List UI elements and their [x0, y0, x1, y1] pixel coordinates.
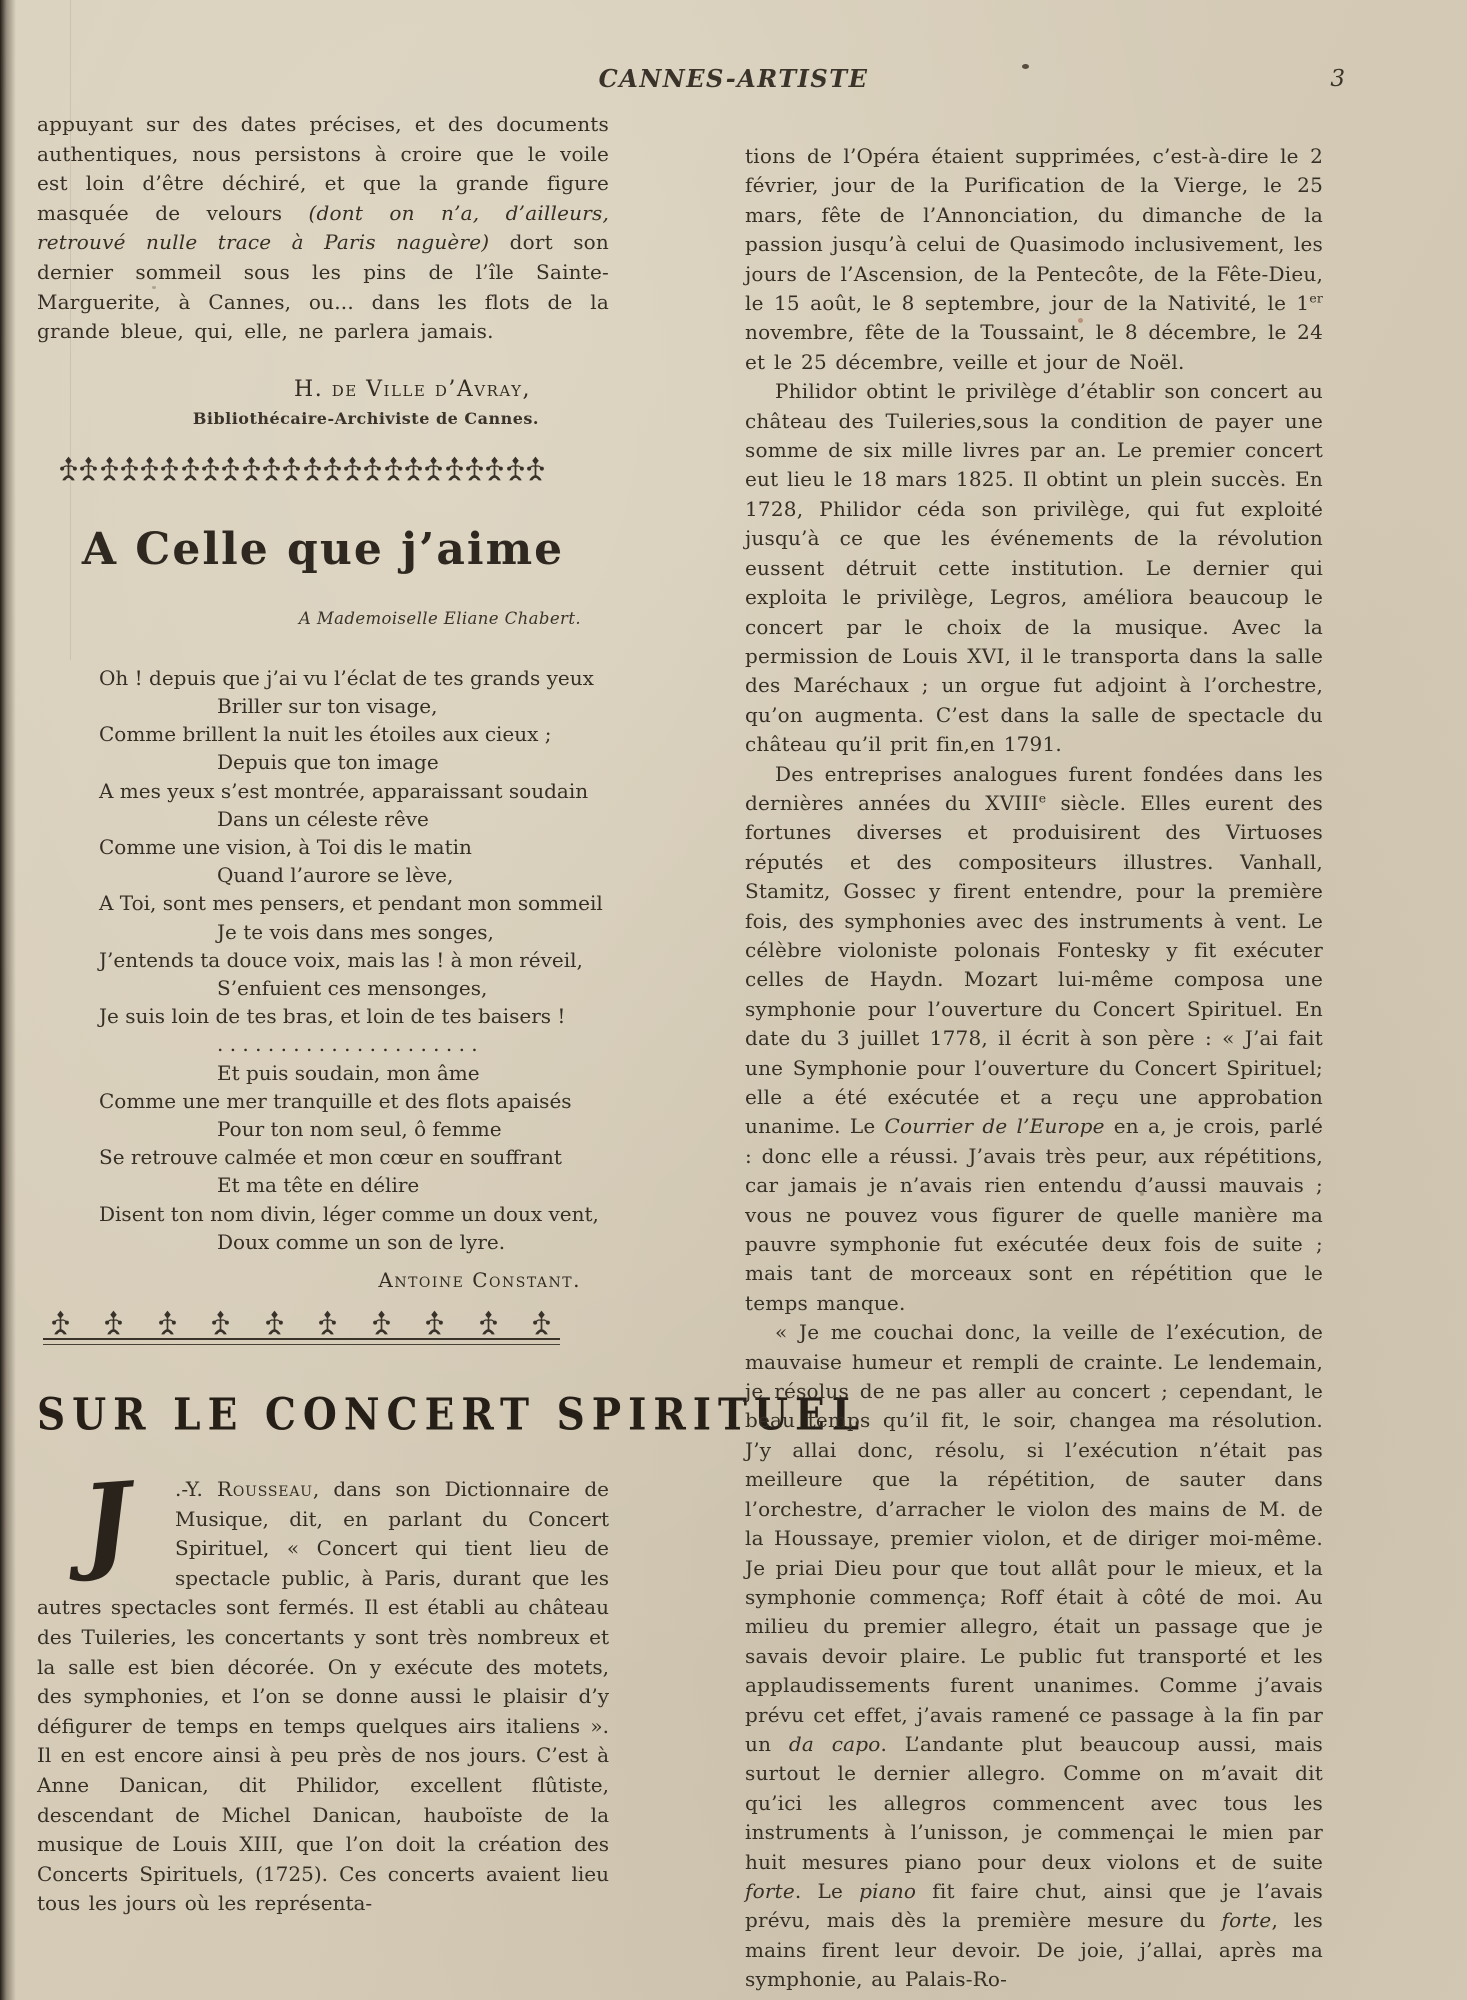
poem-line: S’enfuient ces mensonges, [217, 975, 488, 1000]
poem-body [37, 664, 609, 1256]
fleuron-icon [104, 1310, 123, 1336]
poem-line: Et puis soudain, mon âme [217, 1060, 480, 1085]
fleuron-icon [265, 1310, 284, 1336]
fleuron-icon [323, 456, 342, 482]
fleuron-icon [211, 1310, 230, 1336]
fleuron-icon [158, 1310, 177, 1336]
article-body [37, 1458, 609, 1919]
poem-line: Doux comme un son de lyre. [217, 1229, 506, 1254]
poem-line: Comme une mer tranquille et des flots apaisés [99, 1088, 572, 1113]
poem-line: Dans un céleste rêve [217, 806, 429, 831]
fleuron-icon [445, 456, 464, 482]
poem-line: A Toi, sont mes pensers, et pendant mon sommeil [99, 891, 603, 916]
fleuron-icon [181, 456, 200, 482]
fleuron-icon [363, 456, 382, 482]
fleuron-icon [372, 1310, 391, 1336]
fleuron-icon [282, 456, 301, 482]
poem-dedication: A Mademoiselle Eliane Chabert. [298, 608, 581, 628]
page-number: 3 [1330, 66, 1345, 92]
fleuron-icon [425, 1310, 444, 1336]
masthead [0, 64, 1467, 93]
poem-line: . . . . . . . . . . . . . . . . . . . . . [217, 1032, 478, 1057]
fleuron-icon [201, 456, 220, 482]
fleuron-icon [465, 456, 484, 482]
fleuron-icon [526, 456, 545, 482]
body-paragraph: « Je me couchai donc, la veille de l’exécution, de mauvaise humeur et rempli de crainte. Le lendemain, je résolus de ne pas aller au concert ; cependant, le beau temps qu’il fit, le soir, changea ma résolution. J’y allai donc, résolu, si l’exécution n’était pas meilleure que la répétition, de sauter dans l’orchestre, d’arracher le violon des mains de M. de la Houssaye, premier violon, et de diriger moi-même. Je priai Dieu pour que tout allât pour le mieux, et la symphonie commença; Roff était à côté de moi. Au milieu du premier allegro, était un passage que je savais devoir plaire. Le public fut transporté et les applaudissements furent unanimes. Comme j’avais prévu cet effet, j’avais ramené ce passage à la fin par un da capo. L’andante plut beaucoup aussi, mais surtout le dernier allegro. Comme on m’avait dit qu’ici les allegros commencent avec tous les instruments à l’unisson, je commençai le mien par huit mesures piano pour deux violons et de suite forte. Le piano fit faire chut, ainsi que je l’avais prévu, mais dès la première mesure du forte, les mains firent leur devoir. De joie, j’allai, après ma symphonie, au Palais-Ro- [745, 1320, 1324, 1992]
fleuron-icon [79, 456, 98, 482]
article-text: .-Y. Rousseau, dans son Dictionnaire de Musique, dit, en parlant du Concert Spirituel, « Concert qui tient lieu de spectacle public, à Paris, durant que les autres spectacles sont fermés. Il est établi au château des Tuileries, les concertants y sont très nombreux et la salle est bien décorée. On y exécute des motets, des symphonies, et l’on se donne aussi le plaisir d’y défigurer de temps en temps quelques airs italiens ». Il en est encore ainsi à peu près de nos jours. C’est à Anne Danican, dit Philidor, excellent flûtiste, descendant de Michel Danican, hauboïste de la musique de Louis XIII, que l’on doit la création des Concerts Spirituels, (1725). Ces concerts avaient lieu tous les jours où les représenta- [37, 1477, 609, 1916]
fleuron-icon [479, 1310, 498, 1336]
ornate-dropcap-initial: J [77, 1458, 136, 1585]
journal-title: CANNES-ARTISTE [598, 64, 869, 93]
fleuron-icon [140, 456, 159, 482]
body-paragraph: tions de l’Opéra étaient supprimées, c’est-à-dire le 2 février, jour de la Purification de la Vierge, le 25 mars, fête de l’Annonciation, du dimanche de la passion jusqu’à celui de Quasimodo inclusivement, les jours de l’Ascension, de la Pentecôte, de la Fête-Dieu, le 15 août, le 8 septembre, jour de la Nativité, le 1er novembre, fête de la Toussaint, le 8 décembre, le 24 et le 25 décembre, veille et jour de Noël. [745, 144, 1323, 374]
poem-line: Oh ! depuis que j’ai vu l’éclat de tes grands yeux [99, 665, 594, 690]
fleuron-icon [221, 456, 240, 482]
fleuron-icon [303, 456, 322, 482]
double-rule-divider [43, 1338, 560, 1345]
fleuron-icon [506, 456, 525, 482]
fleuron-icon [100, 456, 119, 482]
poem-title: A Celle que j’aime [81, 523, 565, 575]
fleuron-icon [59, 456, 78, 482]
poem-line: Pour ton nom seul, ô femme [217, 1117, 502, 1141]
fleuron-icon [160, 456, 179, 482]
poem-line: Briller sur ton visage, [217, 693, 438, 718]
poem-line: Quand l’aurore se lève, [217, 863, 454, 888]
fleuron-icon [384, 456, 403, 482]
fleuron-icon [404, 456, 423, 482]
body-paragraph: Des entreprises analogues furent fondées dans les dernières années du XVIIIe siècle. Elles eurent des fortunes diverses et produisirent des Virtuoses réputés et des compositeurs illustres. Vanhall, Stamitz, Gossec y firent entendre, pour la première fois, des symphonies avec des instruments à vent. Le célèbre violoniste polonais Fontesky y fit exécuter celles de Haydn. Mozart lui-même composa une symphonie pour l’ouverture du Concert Spirituel. En date du 3 juillet 1778, il écrit à son père : « J’ai fait une Symphonie pour l’ouverture du Concert Spirituel; elle a été exécutée et a reçu une approbation unanime. Le Courrier de l’Europe en a, je crois, parlé : donc elle a réussi. J’avais très peur, aux répétitions, car jamais je n’avais rien entendu d’aussi mauvais ; vous ne pouvez vous figurer de quelle manière ma pauvre symphonie fut exécutée deux fois de suite ; mais tant de morceaux sont en répétition que le temps manque. [745, 761, 1324, 1315]
poem-line: Et ma tête en délire [217, 1173, 420, 1198]
poem-line: J’entends ta douce voix, mais las ! à mon réveil, [99, 947, 583, 972]
fleuron-ornament-band [51, 1310, 551, 1336]
poem-author: Antoine Constant. [378, 1268, 581, 1293]
fleuron-icon [532, 1310, 551, 1336]
fleuron-icon [343, 456, 362, 482]
right-column [745, 142, 1323, 1995]
left-column [37, 110, 867, 1919]
article-signature-block [37, 377, 609, 428]
intro-paragraph: appuyant sur des dates précises, et des documents authentiques, nous persistons à croire que le voile est loin d’être déchiré, et que la grande figure masquée de velours (dont on n’a, d’ailleurs, retrouvé nulle trace à Paris naguère) dort son dernier sommeil sous les pins de l’île Sainte-Marguerite, à Cannes, ou... dans les flots de la grande bleue, qui, elle, ne parlera jamais. [37, 112, 610, 344]
poem-line: Je suis loin de tes bras, et loin de tes baisers ! [99, 1004, 566, 1029]
author-name: H. de Ville d’Avray, [294, 376, 531, 402]
poem-line: Disent ton nom divin, léger comme un doux vent, [99, 1201, 599, 1226]
section-title: SUR LE CONCERT SPIRITUEL [37, 1389, 867, 1441]
fleuron-icon [242, 456, 261, 482]
fleuron-ornament-band [59, 456, 545, 482]
fleuron-icon [51, 1310, 70, 1336]
poem-line: Depuis que ton image [217, 750, 439, 775]
body-paragraph: Philidor obtint le privilège d’établir son concert au château des Tuileries,sous la condition de payer une somme de six mille livres par an. Le premier concert eut lieu le 18 mars 1825. Il obtint un plein succès. En 1728, Philidor céda son privilège, qui fut exploité jusqu’à ce que les événements de la révolution eussent détruit cette institution. Le dernier qui exploita le privilège, Legros, améliora beaucoup le concert par le choix de la musique. Avec la permission de Louis XVI, il le transporta dans la salle des Maréchaux ; un orgue fut adjoint à l’orchestre, qu’on augmenta. C’est dans la salle de spectacle du château qu’il prit fin,en 1791. [745, 379, 1323, 757]
fleuron-icon [120, 456, 139, 482]
poem-line: Comme une vision, à Toi dis le matin [99, 834, 472, 859]
scan-left-edge-shadow [0, 0, 16, 2000]
poem-line: Je te vois dans mes songes, [217, 919, 494, 944]
poem-line: Comme brillent la nuit les étoiles aux cieux ; [99, 722, 552, 747]
fleuron-icon [262, 456, 281, 482]
poem-line: Se retrouve calmée et mon cœur en souffrant [99, 1145, 562, 1170]
fleuron-icon [485, 456, 504, 482]
fleuron-icon [318, 1310, 337, 1336]
author-role: Bibliothécaire-Archiviste de Cannes. [192, 408, 539, 428]
fleuron-icon [424, 456, 443, 482]
poem-line: A mes yeux s’est montrée, apparaissant soudain [99, 778, 589, 803]
